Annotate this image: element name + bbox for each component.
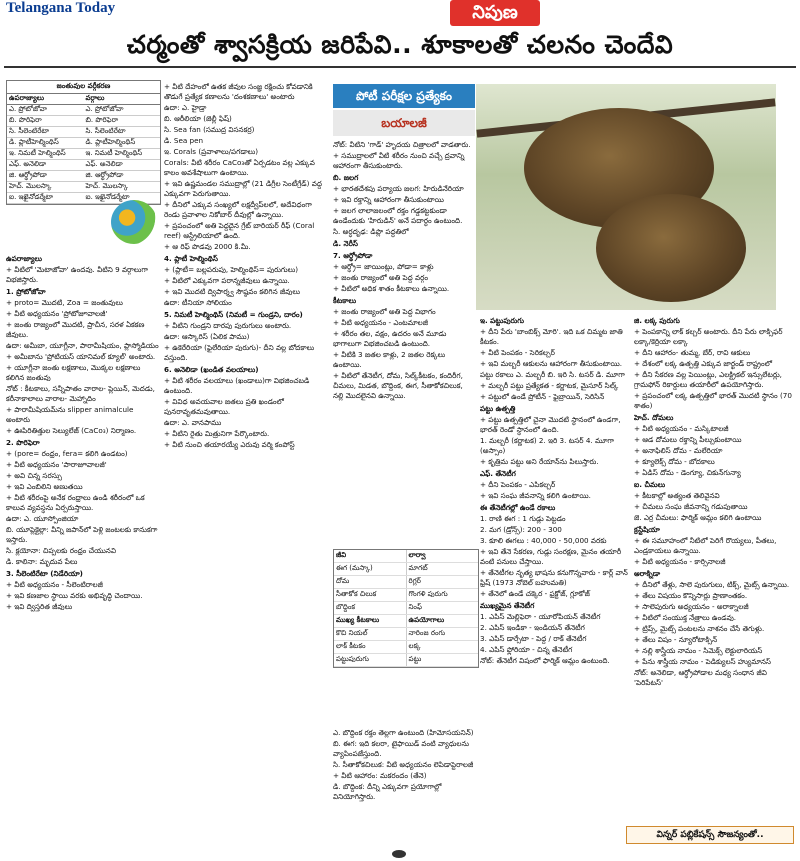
paragraph: + వీటిలో తేనెటీగ, దోమ, సిల్క్‌కీటకం, కందిరీగ, చీమలు, మిడత, బొద్దింక, ఈగ, సీతాకోకచిలుక, నల్లి మొదలైనవి ఉన్నాయి. xyxy=(333,371,463,400)
paragraph: Corals: వీటి శరీరం CaCo₃తో ఏర్పడటం వల్ల ఎక్కువ కాలం అవశేషాలుగా ఉంటాయి. xyxy=(164,158,315,177)
paragraph: + చీమలు సంఘ జీవనాన్ని గడుపుతాయి xyxy=(634,502,748,511)
column-1 xyxy=(6,252,159,820)
paragraph: 3. ఎపిస్ డార్సేటా - పెద్ద / రాక్ తేనెటీగ xyxy=(480,634,587,643)
paragraph: సి. సీతాకోకచిలుక: వీటి అధ్యయనం లెపిడాప్టెరాలజీ xyxy=(333,760,474,769)
section-heading: అరాక్నిడా xyxy=(634,569,661,578)
table-cell: ఎఫ్. అనెలిడా xyxy=(7,160,84,171)
paragraph: + జంతు రాజ్యంలో అతి పెద్ద వర్గం xyxy=(333,273,429,282)
table-row xyxy=(7,160,160,171)
table-cell: బి. పొరిఫెరా xyxy=(7,116,84,127)
paragraph: సి. Sea fan (సముద్ర విసనకర్ర) xyxy=(164,125,255,134)
special-label: పోటీ పరీక్షల ప్రత్యేకం xyxy=(333,84,475,108)
animal-table xyxy=(333,549,479,668)
section-heading: బి. జలగ xyxy=(333,173,359,182)
table-cell: పట్టు xyxy=(406,654,478,667)
paragraph: + ఇవి ద్విస్తరిత జీవులు xyxy=(6,602,73,611)
section-heading: ఇ. పట్టుపురుగు xyxy=(480,316,524,325)
section-heading: 1. ప్రోటోజోవా xyxy=(6,287,46,296)
honeycomb xyxy=(596,194,746,302)
paragraph: + ఆ రిఫ్ పొడవు 2000 కి.మీ. xyxy=(164,242,251,251)
paragraph: + జలగ లాలాజలంలో రక్తం గడ్డకట్టకుండా ఉండేందుకు 'హిరుడిన్' అనే పదార్థం ఉంటుంది. xyxy=(333,206,463,225)
paragraph: ఎ. బొద్దింక రక్తం తెల్లగా ఉంటుంది (హిమోసయనిన్) xyxy=(333,728,474,737)
table-cell: హెచ్. మొలస్కా xyxy=(7,182,84,193)
section-heading: కీటకాలు xyxy=(333,296,357,305)
section-heading: ఈ తేనెటీగల్లో ఉండే రకాలు xyxy=(480,503,556,512)
table-cell: దోమ xyxy=(334,576,406,589)
paragraph: ఉదా: ఆస్కారిస్ (ఏలిక పాము) xyxy=(164,332,250,341)
section-heading: 5. నిమటీ హెల్మింథిస్ (నిమటీ = గుండ్రని, దారం) xyxy=(164,310,303,319)
paragraph: ఉదా: అమీబా, యూగ్లీనా, పారామీషియం, ప్లాస్మోడియం xyxy=(6,341,159,350)
table-row xyxy=(334,654,478,667)
paragraph: పట్టు రకాలు ఎ. మల్బరీ బి. ఇరి సి. టసర్ డి. మూగా xyxy=(480,370,625,379)
paragraph: డి. బొద్దింక: దీన్ని ఎక్కువగా ప్రయోగాల్లో వినియోగిస్తారు. xyxy=(333,782,442,801)
paragraph: + వీటి శరీరంపై అనేక రంధ్రాలు ఉండి శరీరంలో ఒక కాలువ వ్యవస్థను ఏర్పరుస్తాయి. xyxy=(6,493,145,512)
paragraph: + దీని సేకరణ వల్ల పెయింట్లు, ఎలక్ట్రికల్ ఇన్సులేటర్లు, గ్రామఫోన్ రికార్డులు తయారీలో ఉపయోగిస్తారు. xyxy=(634,370,782,389)
paragraph: + పేను శాస్త్రీయ నామం - పెడిక్యులస్ హ్యుమానస్ xyxy=(634,657,771,666)
table-cell: గొంగళి పురుగు xyxy=(406,589,478,602)
paragraph: ఉదా: టీనియా సోలియం xyxy=(164,298,232,307)
footer-mark xyxy=(392,850,406,858)
paragraph: 3. కూలి ఈగలు : 40,000 - 50,000 వరకు xyxy=(480,536,607,545)
paragraph: + కృత్రిమ పట్టు అని రేయాన్‌ను పిలుస్తారు. xyxy=(480,457,599,466)
table-row xyxy=(7,105,160,116)
table-cell: జి. ఆర్థ్రోపోడా xyxy=(84,171,161,182)
paragraph: + వీటి అధ్యయనం - కార్సినాలజీ xyxy=(634,557,726,566)
table-row xyxy=(7,171,160,182)
paragraph: ఉదా: ఎ. హైడ్రా xyxy=(164,103,207,112)
section-heading: జి. లక్క పురుగు xyxy=(634,316,680,325)
table-cell: నారింజ రంగు xyxy=(406,628,478,641)
honeycomb-photo xyxy=(476,84,776,310)
section-heading: డి. నెరీస్ xyxy=(333,239,358,248)
paragraph: + దీని పేరు 'బాంబిక్స్ మోరి'. ఇది ఒక చిమ్మట జాతి కీటకం. xyxy=(480,327,623,346)
section-heading: క్రస్టేషియా xyxy=(634,525,660,534)
section-heading: 3. సీలెంటిరేటా (నిడేరియా) xyxy=(6,569,83,578)
paragraph: + వివిధ అవయవాల జతలు ప్రతి ఖండంలో పునరావృతమవుతాయి. xyxy=(164,397,284,416)
paragraph: బి. ఆరీలియా (జెల్లీ ఫిష్) xyxy=(164,114,232,123)
table-row xyxy=(334,615,478,628)
table-row xyxy=(334,602,478,615)
table-cell: హెచ్. మొలస్కా xyxy=(84,182,161,193)
paragraph: + వీటిలో 'మెటాజోవా' ఉందవు. వీటిని 9 వర్గాలుగా విభజిస్తారు. xyxy=(6,265,148,284)
paragraph: + దీని పెంపకం - ఎపికల్చర్ xyxy=(480,480,556,489)
bird-illustration xyxy=(111,200,157,244)
table-cell: డి. ప్లాటీహెల్మింథిస్ xyxy=(7,138,84,149)
paragraph: + ఇవి ఉష్ణమండల సముద్రాల్లో (21 డిగ్రీల సెంటీగ్రేడ్) వద్ద ఎక్కువగా పెరుగుతాయి. xyxy=(164,179,322,198)
table-row xyxy=(334,589,478,602)
paragraph: ఉదా: ఎ. వానపాము xyxy=(164,418,222,427)
paragraph: + దేశంలో లక్క ఉత్పత్తి ఎక్కువ జార్ఖండ్ రాష్ట్రంలో xyxy=(634,359,772,368)
table-row xyxy=(7,138,160,149)
section-heading: ముఖ్యమైన తేనెటీగ xyxy=(480,601,535,610)
section-heading: 6. అనెలిడా (ఖండిత వలయాలు) xyxy=(164,365,259,374)
publication-name: Telangana Today xyxy=(6,0,116,16)
paragraph: + యూగ్లీనా జంతు లక్షణాలు, మొక్కల లక్షణాలు కలిగిన జంతువు xyxy=(6,363,141,382)
paragraph: + వీటి అధ్యయనం 'ప్రోటోజూవాలజీ' xyxy=(6,309,108,318)
paragraph: + ఇవి మొదటి ద్విపార్శ్వ సౌష్ఠవం కలిగిన జీవులు xyxy=(164,287,300,296)
table-cell: పట్టుపురుగు xyxy=(334,654,406,667)
paragraph: + వీటిని గుండ్రని దారపు పురుగులు అంటారు. xyxy=(164,321,292,330)
paragraph: + ఆర్థ్రో= జాయింట్లు, పోడా= కాళ్లు xyxy=(333,262,434,271)
paragraph: + ప్రపంచంలో లక్క ఉత్పత్తిలో భారత్ మొదటి స్థానం (70 శాతం) xyxy=(634,391,792,410)
table-cell: ఇ. నిమటీ హెల్మింథిస్ xyxy=(7,149,84,160)
table-cell: మాగట్ xyxy=(406,563,478,576)
section-heading: 2. పొరిఫెరా xyxy=(6,438,40,447)
section-heading: ఐ. చీమలు xyxy=(634,480,666,489)
paragraph: బి. యూప్లెక్టెల్లా: వీన్ని జపాన్‌లో పెళ్లి జంటలకు కానుకగా ఇస్తారు. xyxy=(6,525,158,544)
table-cell: ముఖ్య కీటకాలు xyxy=(334,615,406,628)
table-cell: ఎఫ్. అనెలిడా xyxy=(84,160,161,171)
paragraph: + దీనిలో తేళ్లు, సాలె పురుగులు, టిక్స్, మైట్స్ ఉన్నాయి. xyxy=(634,580,790,589)
table-cell: ఇ. నిమటీ హెల్మింథిస్ xyxy=(84,149,161,160)
table-cell: సీతాకోక చిలుక xyxy=(334,589,406,602)
column-4 xyxy=(480,314,628,824)
paragraph: 1. మల్బరీ (కర్ణాటక) 2. ఇరి 3. టసర్ 4. మూగా (అస్సాం) xyxy=(480,436,615,455)
paragraph: నోట్: అనెలిడా, ఆర్థ్రోపోడాల మధ్య సంధాన జీవి 'పెరిపేటస్' xyxy=(634,668,767,687)
section-heading: ఉపరాజ్యాలు xyxy=(6,254,42,263)
paragraph: 4. ఎపిస్ ఫ్లోరియా - చిన్న తేనెటీగ xyxy=(480,645,573,654)
paragraph: నోట్: తేనెటీగ విషంలో ఫార్మిక్ ఆమ్లం ఉంటుంది. xyxy=(480,656,610,665)
table-row xyxy=(7,116,160,127)
subject-label: బయాలజీ xyxy=(333,110,475,136)
table-cell: నింఫ్ xyxy=(406,602,478,615)
column-5 xyxy=(634,314,792,824)
paragraph: + ట్రిప్స్, మైట్స్ పంటలను నాశనం చేసే తెగుళ్లు. xyxy=(634,624,765,633)
paragraph: + అనాఫిలిస్ దోమ - మలేరియా xyxy=(634,446,723,455)
paragraph: 2. మగ (డ్రోన్స్): 200 - 300 xyxy=(480,525,562,534)
paragraph: + ఇవి మల్బరీ ఆకులను ఆహారంగా తీసుకుంటాయి. xyxy=(480,359,623,368)
table-cell: రిగ్లర్ xyxy=(406,576,478,589)
paragraph: + పారామీషియమ్‌ను slipper animalcule అంటారు xyxy=(6,405,134,424)
column-3 xyxy=(333,140,475,545)
paragraph: + శరీరం తల, వక్షం, ఉదరం అనే మూడు భాగాలుగా విభజించబడి ఉంటుంది. xyxy=(333,329,447,348)
paragraph: + ఏడిస్ దోమ - డెంగ్యూ, చికున్‌గున్యా xyxy=(634,468,741,477)
paragraph: + జంతు రాజ్యంలో మొదటి, ప్రాచీన, సరళ ఏకకణ జీవులు. xyxy=(6,320,145,339)
paragraph: + దీని ఆహారం- తుమ్మ, బేర్, రావి ఆకులు xyxy=(634,348,751,357)
table-row xyxy=(334,576,478,589)
paragraph: + ప్రపంచంలో అతి పెద్దదైన గ్రేట్ బారియర్ రీఫ్ (Coral reef) ఆస్ట్రేలియాలో ఉంది. xyxy=(164,221,315,240)
paragraph: + పట్టులో ఉండే ప్రోటీన్ - ఫైబ్రాయిన్, సెరిసిన్ xyxy=(480,392,605,401)
paragraph: జె. ఎర్ర చీమలు: ఫార్మిక్ ఆమ్లం కలిగి ఉంటాయి xyxy=(634,513,762,522)
table-row xyxy=(334,641,478,654)
table-cell: ఎ. ప్రోటోజోవా xyxy=(7,105,84,116)
table-row xyxy=(334,628,478,641)
paragraph: + ఈ సమూహంలో నీటిలో పెరిగే రొయ్యలు, పీతలు, ఎండ్రకాయలు ఉన్నాయి. xyxy=(634,536,777,555)
paragraph: + ఇవి ఎంబిలిని అణుతయి xyxy=(6,482,83,491)
paragraph: + అమీబాను 'ప్రోటియస్ యానిమల్ క్యూల్' అంటారు. xyxy=(6,352,156,361)
section-heading: 4. ప్లాటీ హెల్మింథిస్ xyxy=(164,254,218,263)
table-cell: బొద్దింక xyxy=(334,602,406,615)
table-row xyxy=(334,550,478,563)
paragraph: 2. ఎపిస్ ఇండికా - ఇండియన్ తేనెటీగ xyxy=(480,623,585,632)
paragraph: + వీటిలో సంయుక్త నేత్రాలు ఉండవు. xyxy=(634,613,737,622)
paragraph: + సముద్రాలలో వీటి శరీరం నుంచి వచ్చే ద్రవాన్ని ఆహారంగా తీసుకుంటారు. xyxy=(333,151,465,170)
paragraph: + నల్లి శాస్త్రీయ నామం - సిమెక్స్ లెక్టులారియస్ xyxy=(634,646,763,655)
paragraph: + తేలు విషయం కొన్నిసార్లు ప్రాణాంతకం. xyxy=(634,591,748,600)
table-cell: సి. సీలెంటిరేటా xyxy=(7,127,84,138)
table-cell: కొచి నియల్ xyxy=(334,628,406,641)
table-cell: ఐ. ఇఖైనోడర్మేటా xyxy=(84,193,161,204)
credit-note: విన్నర్ పబ్లికేషన్స్ సౌజన్యంతో.. xyxy=(626,826,794,844)
table-cell: బి. పొరిఫెరా xyxy=(84,116,161,127)
paragraph: + సాలెపురుగు అధ్యయనం - అరాక్నాలజీ xyxy=(634,602,749,611)
paragraph: + (ప్లాటీ= బల్లపరుపు, హెల్మింథిస్= పురుగులు) xyxy=(164,265,298,274)
paragraph: 1. రాణి ఈగ : 1 గుడ్లు పెట్టడం xyxy=(480,514,566,523)
box-caption: జంతువుల వర్గీకరణ xyxy=(7,81,160,94)
paragraph: + తేనెలో ఉండే చక్కెర - ఫ్రక్టోజ్, గ్లూకోజ్ xyxy=(480,589,590,598)
paragraph: + వీటిని రైతు మిత్రునిగా పేర్కొంటారు. xyxy=(164,429,270,438)
table-row xyxy=(334,563,478,576)
paragraph: + ఇవి కణజాల స్థాయి వరకు అభివృద్ధి చెందాయి. xyxy=(6,591,143,600)
column-2 xyxy=(164,82,326,842)
paragraph: + వీటి అధ్యయనం - సీలెంటిరాలజీ xyxy=(6,580,103,589)
paragraph: + proto= మొదటి, Zoa = జంతువులు xyxy=(6,298,123,307)
paragraph: + కీటకాల్లో అత్యంత తెలివైనవి xyxy=(634,491,720,500)
paragraph: + అవి చిన్న సరస్సు xyxy=(6,471,62,480)
paragraph: + ఆడ దోమలు రక్తాన్ని పీల్చుకుంటాయి xyxy=(634,435,742,444)
paragraph: + ఇవి రక్తాన్ని ఆహారంగా తీసుకుంటాయి xyxy=(333,195,444,204)
box-header: ఉపరాజ్యాలు xyxy=(7,94,84,105)
table-cell: లక్క xyxy=(406,641,478,654)
paragraph: + ఉకెరేరియా (ఫైలేరియా పురుగు)- దీని వల్ల బోదకాలు వస్తుంది. xyxy=(164,343,315,362)
table-cell: జీవి xyxy=(334,550,406,563)
section-heading: 7. ఆర్థ్రోపోడా xyxy=(333,251,373,260)
paragraph: + వీటి దేహంలో ఉతక జీవుల సంజ్ఞ రక్షించు కోవడానికి తొడుగే ప్రత్యేక కణాలను 'దంశకణాలు' అంటారు xyxy=(164,82,313,101)
paragraph: + వీటికి 3 జతల కాళ్లు, 2 జతల రెక్కలు ఉంటాయి. xyxy=(333,350,446,369)
table-cell: జి. ఆర్థ్రోపోడా xyxy=(7,171,84,182)
headline: చర్మంతో శ్వాసక్రియ జరిపేవి.. శూకాలతో చలనం చెందేవి xyxy=(126,30,674,59)
table-cell: ఎ. ప్రోటోజోవా xyxy=(84,105,161,116)
paragraph: నోట్ : కీటకాలు, సన్నీపాతం వారాల- ప్లెయిన్, మెదడు, కరీనాకాలాలు వారాల- మెహ్నాదిం xyxy=(6,384,155,403)
table-cell: ఈగ (మస్కా) xyxy=(334,563,406,576)
table-row xyxy=(7,149,160,160)
table-cell: సి. సీలెంటిరేటా xyxy=(84,127,161,138)
classification-box xyxy=(6,80,161,205)
paragraph: సి. అర్ధదృఢ: డిప్లొ పద్ధతిలో xyxy=(333,227,409,236)
table-cell: ఐ. ఇఖైనోడర్మేటా xyxy=(7,193,84,204)
paragraph: + తేలు విషం - న్యూరోటాక్సిన్ xyxy=(634,635,718,644)
paragraph: డి. Sea pen xyxy=(164,136,204,145)
paragraph: + ఇవి సంఘ జీవనాన్ని కలిగి ఉంటాయి. xyxy=(480,491,591,500)
paragraph: + దీనిలో ఎక్కువ సంఖ్యలో లక్షద్వీప్‌లలో, అదేవిధంగా రెండు ప్రవాళాల నికోబార్ దీవుల్లో ఉన్నాయి. xyxy=(164,200,312,219)
paragraph: + క్యూలెక్స్ దోమ - బోదకాలు xyxy=(634,457,715,466)
paragraph: + వీటిలో ఎక్కువగా పరాన్నజీవులు ఉన్నాయి. xyxy=(164,276,290,285)
table-row xyxy=(7,127,160,138)
paragraph: + వీటి ఆహారం: మకరందం (తేనె) xyxy=(333,771,427,780)
table-row xyxy=(7,182,160,193)
table-cell: లార్వా xyxy=(406,550,478,563)
paragraph: డి. కాలినా: మృదువ పేలు xyxy=(6,557,78,566)
paragraph: + మల్బరీ పట్టు ప్రత్యేకత - కర్ణాటక, మైసూర్ సిల్క్ xyxy=(480,381,619,390)
paragraph: + ఊపిరితిత్తుల సెల్యులేజ్ (CaCo₃) నిర్మాణం. xyxy=(6,426,137,435)
paragraph: + జంతు రాజ్యంలో అతి పెద్ద విభాగం xyxy=(333,307,436,316)
table-cell: ఉపయోగాలు xyxy=(406,615,478,628)
paragraph: 1. ఎపిస్ మెల్లిఫెరా - యూరోపియన్ తేనెటీగ xyxy=(480,612,601,621)
paragraph: + (pore= రంధ్రం, fera= కలిగి ఉండటం) xyxy=(6,449,128,458)
paragraph: + వీటి శరీరం వలయాలు (ఖండాలు)గా విభజించబడి ఉంటుంది. xyxy=(164,376,310,395)
paragraph: + తేనెటీగల నృత్య భాషను కనుగొన్నవారు - కార్ల్ వాన్ ఫ్రిష్ (1973 నోబెల్ బహుమతి) xyxy=(480,568,628,587)
table-cell: లాక్ కీటకం xyxy=(334,641,406,654)
paragraph: + భారతదేశపు పర్యాయ జలగ: హిరుడినేరియా xyxy=(333,184,464,193)
paragraph: + వీటి పెంపకం - సెరికల్చర్ xyxy=(480,348,555,357)
paragraph: + పట్టు ఉత్పత్తిలో చైనా మొదటి స్థానంలో ఉండగా, భారత్ రెండో స్థానంలో ఉంది. xyxy=(480,415,621,434)
headline-rule xyxy=(4,66,796,68)
paragraph: సి. క్లయోనా: చిప్పలకు రంధ్రం చేయునవి xyxy=(6,546,116,555)
classification-table xyxy=(7,94,160,204)
paragraph: + వీటి నుంచి తయారయ్యే ఎరువు వర్మి కంపోస్ట్ xyxy=(164,440,295,449)
section-logo: నిపుణ xyxy=(450,0,540,26)
paragraph: + వీటి అధ్యయనం 'పారాజూవాలజీ' xyxy=(6,460,107,469)
paragraph: ఇ. Corals (ప్రవాళాలు/పగడాలు) xyxy=(164,147,259,156)
masthead xyxy=(0,0,800,28)
paragraph: ఉదా: ఎ. యూస్పోంజియా xyxy=(6,514,79,523)
paragraph: బి. ఈగ: ఇది కలరా, టైఫాయిడ్ వంటి వ్యాధులను వ్యాపింపజేస్తుంది. xyxy=(333,739,470,758)
table-cell: డి. ప్లాటీహెల్మింథిస్ xyxy=(84,138,161,149)
section-heading: హెచ్. దోమలు xyxy=(634,413,674,422)
paragraph: + ఇవి తేనె సేకరణ, గుడ్లు సంరక్షణ, మైనం తయారీ వంటి పనులు చేస్తాయి. xyxy=(480,547,622,566)
special-banner xyxy=(333,84,475,136)
section-heading: పట్టు ఉత్పత్తి xyxy=(480,404,516,413)
box-header: వర్గాలు xyxy=(84,94,161,105)
paragraph: + వీటి అధ్యయనం - ఎంటమాలజీ xyxy=(333,318,428,327)
section-heading: ఎఫ్. తేనెటీగ xyxy=(480,469,516,478)
paragraph: + వీటి అధ్యయనం - మస్కిటాలజీ xyxy=(634,424,729,433)
paragraph: + పెంపకాన్ని లాక్ కల్చర్ అంటారు. దీని పేరు లాక్సిఫర్ లక్కా/కెర్రియా లక్కా xyxy=(634,327,783,346)
paragraph: + వీటిలో అధిక శాతం కీటకాలు ఉన్నాయి. xyxy=(333,284,450,293)
column-3-bottom xyxy=(333,728,475,840)
paragraph: నోట్: వీటిని 'గాడ్' హృదయ చిత్రాలలో వాడతారు. xyxy=(333,140,471,149)
